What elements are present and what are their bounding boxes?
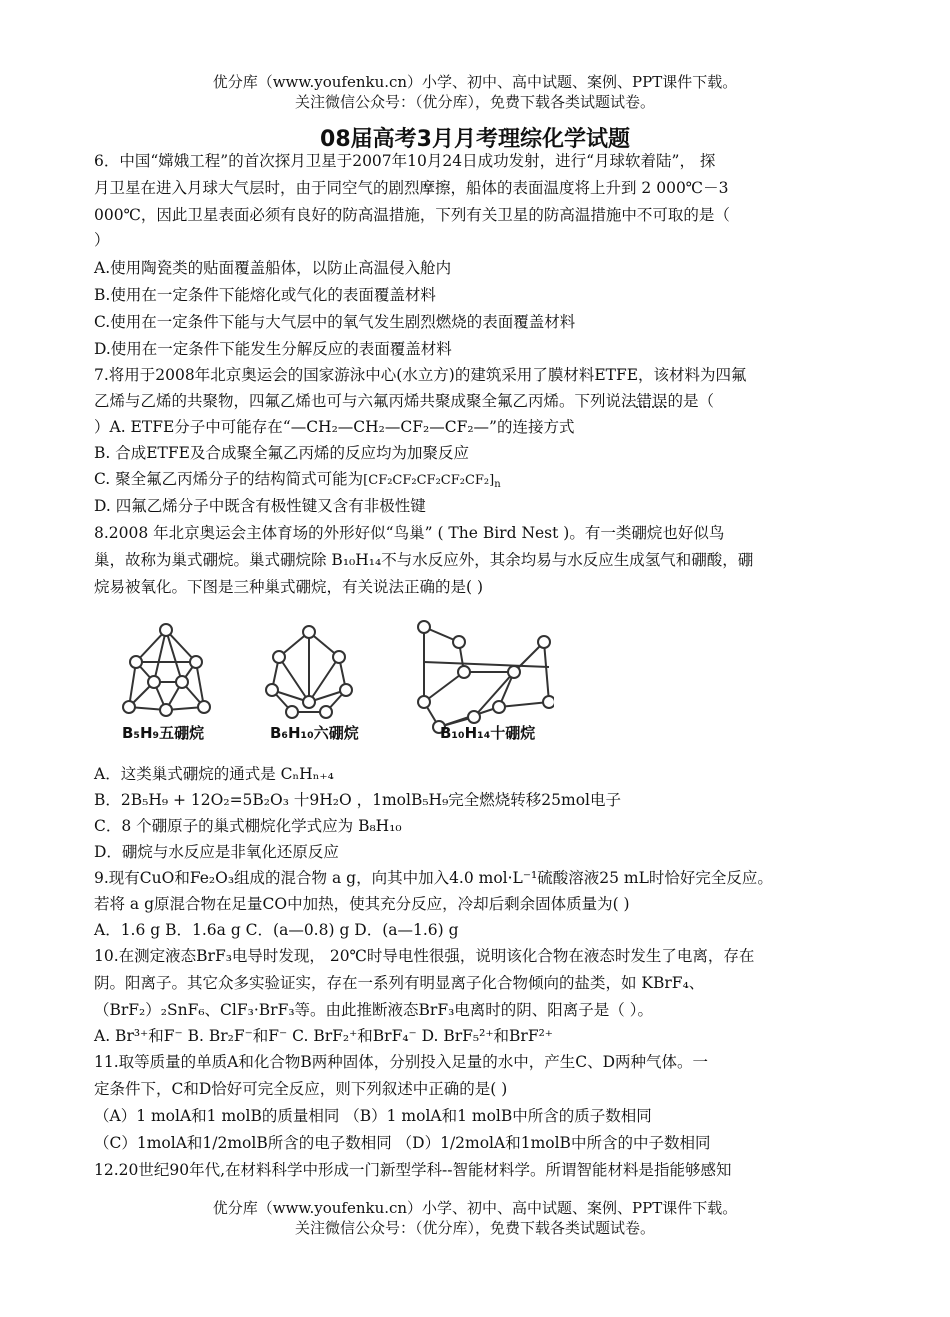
q7-emphasis-word: 错误 bbox=[636, 392, 668, 410]
q6-option-a: A.使用陶瓷类的贴面覆盖船体，以防止高温侵入舱内 bbox=[94, 259, 452, 277]
q10-options: A. Br³⁺和F⁻ B. Br₂F⁻和F⁻ C. BrF₂⁺和BrF₄⁻ D. BrF₅²⁺和BrF²⁺ bbox=[94, 1027, 553, 1045]
header-line-1: 优分库（www.youfenku.cn）小学、初中、高中试题、案例、PPT课件下载。 bbox=[212, 73, 738, 91]
q6-option-b: B.使用在一定条件下能熔化或气化的表面覆盖材料 bbox=[94, 286, 436, 304]
q11-options-1: （A）1 molA和1 molB的质量相同 （B）1 molA和1 molB中所含的质子数相同 bbox=[94, 1107, 652, 1125]
q11-options-2: （C）1molA和1/2molB所含的电子数相同 （D）1/2molA和1molB中所含的中子数相同 bbox=[94, 1134, 711, 1152]
q7-option-a: ）A. ETFE分子中可能存在“—CH₂—CH₂—CF₂—CF₂—”的连接方式 bbox=[94, 418, 575, 436]
q7-option-c bbox=[94, 468, 501, 496]
q9-line-2: 若将 a g原混合物在足量CO中加热，使其充分反应，冷却后剩余固体质量为( ) bbox=[94, 895, 630, 913]
fig-caption-b5h9: B₅H₉五硼烷 bbox=[122, 724, 205, 742]
q7-option-d: D. 四氟乙烯分子中既含有极性键又含有非极性键 bbox=[94, 497, 426, 515]
q6-line-1: 6．中国“嫦娥工程”的首次探月卫星于2007年10月24日成功发射，进行“月球软着陆”， 探 bbox=[94, 152, 716, 170]
q12-line-1: 12.20世纪90年代,在材料科学中形成一门新型学科--智能材料学。所谓智能材料是指能够感知 bbox=[94, 1161, 732, 1179]
q7-option-b: B. 合成ETFE及合成聚全氟乙丙烯的反应均为加聚反应 bbox=[94, 444, 469, 462]
footer-line-1: 优分库（www.youfenku.cn）小学、初中、高中试题、案例、PPT课件下载。 bbox=[212, 1199, 738, 1217]
fig-caption-b6h10: B₆H₁₀六硼烷 bbox=[270, 724, 359, 742]
q7-polymer-formula: [CF₂CF₂CF₂CF₂CF₂] bbox=[363, 473, 495, 488]
q10-line-1: 10.在测定液态BrF₃电导时发现， 20℃时导电性很强，说明该化合物在液态时发生了电离，存在 bbox=[94, 947, 755, 965]
q6-line-4: ） bbox=[94, 231, 110, 249]
q8-line-1: 8.2008 年北京奥运会主体育场的外形好似“鸟巢” ( The Bird Nest )。有一类硼烷也好似鸟 bbox=[94, 524, 725, 542]
footer-line-2: 关注微信公众号：（优分库），免费下载各类试题试卷。 bbox=[294, 1219, 655, 1237]
q8-option-d: D．硼烷与水反应是非氧化还原反应 bbox=[94, 843, 339, 861]
q6-option-c: C.使用在一定条件下能与大气层中的氧气发生剧烈燃烧的表面覆盖材料 bbox=[94, 313, 576, 331]
q8-option-c: C．8 个硼原子的巢式棚烷化学式应为 B₈H₁₀ bbox=[94, 817, 402, 835]
q7-option-c-text: C. 聚全氟乙丙烯分子的结构简式可能为 bbox=[94, 470, 364, 488]
q6-option-d: D.使用在一定条件下能发生分解反应的表面覆盖材料 bbox=[94, 340, 452, 358]
b5h9-structure bbox=[129, 630, 204, 710]
q9-options: A．1.6 g B．1.6a g C．(a—0.8) g D．(a—1.6) g bbox=[94, 921, 459, 939]
header-line-2: 关注微信公众号：（优分库），免费下载各类试题试卷。 bbox=[294, 93, 655, 111]
q6-line-2: 月卫星在进入月球大气层时，由于同空气的剧烈摩擦，船体的表面温度将上升到 2 000℃－3 bbox=[94, 179, 729, 197]
q10-line-3: （BrF₂）₂SnF₆、ClF₃·BrF₃等。由此推断液态BrF₃电离时的阴、阳离子是（ ）。 bbox=[94, 1001, 653, 1019]
q7-line-1: 7.将用于2008年北京奥运会的国家游泳中心(水立方)的建筑采用了膜材料ETFE，该材料为四氟 bbox=[94, 366, 747, 384]
fig-caption-b10h14: B₁₀H₁₄十硼烷 bbox=[440, 724, 536, 742]
page-title: 08届高考3月月考理综化学试题 bbox=[320, 127, 630, 152]
q11-line-2: 定条件下，C和D恰好可完全反应，则下列叙述中正确的是( ) bbox=[94, 1080, 508, 1098]
q11-line-1: 11.取等质量的单质A和化合物B两种固体，分别投入足量的水中，产生C、D两种气体。一 bbox=[94, 1053, 709, 1071]
q8-line-3: 烷易被氧化。下图是三种巢式硼烷，有关说法正确的是( ) bbox=[94, 578, 484, 596]
b10h14-structure bbox=[424, 627, 549, 727]
q9-line-1: 9.现有CuO和Fe₂O₃组成的混合物 a g，向其中加入4.0 mol·L⁻¹硫酸溶液25 mL时恰好完全反应。 bbox=[94, 869, 773, 887]
q7-line-2-end: 的是（ bbox=[667, 392, 715, 410]
q8-option-b: B．2B₅H₉ + 12O₂=5B₂O₃ 十9H₂O ，1molB₅H₉完全燃烧转移25mol电子 bbox=[94, 791, 621, 809]
q8-option-a: A．这类巢式硼烷的通式是 CₙHₙ₊₄ bbox=[94, 765, 334, 783]
q10-line-2: 阴。阳离子。其它众多实验证实，存在一系列有明显离子化合物倾向的盐类，如 KBrF₄、 bbox=[94, 974, 705, 992]
q7-line-2-text: 乙烯与乙烯的共聚物，四氟乙烯也可与六氟丙烯共聚成聚全氟乙丙烯。下列说法 bbox=[94, 392, 637, 410]
q7-line-2 bbox=[94, 390, 714, 412]
q6-line-3: 000℃，因此卫星表面必须有良好的防高温措施，下列有关卫星的防高温措施中不可取的是（ bbox=[94, 206, 730, 224]
q7-polymer-n: n bbox=[494, 479, 501, 490]
q8-line-2: 巢，故称为巢式硼烷。巢式硼烷除 B₁₀H₁₄不与水反应外，其余均易与水反应生成氢气和硼酸，硼 bbox=[94, 551, 754, 569]
